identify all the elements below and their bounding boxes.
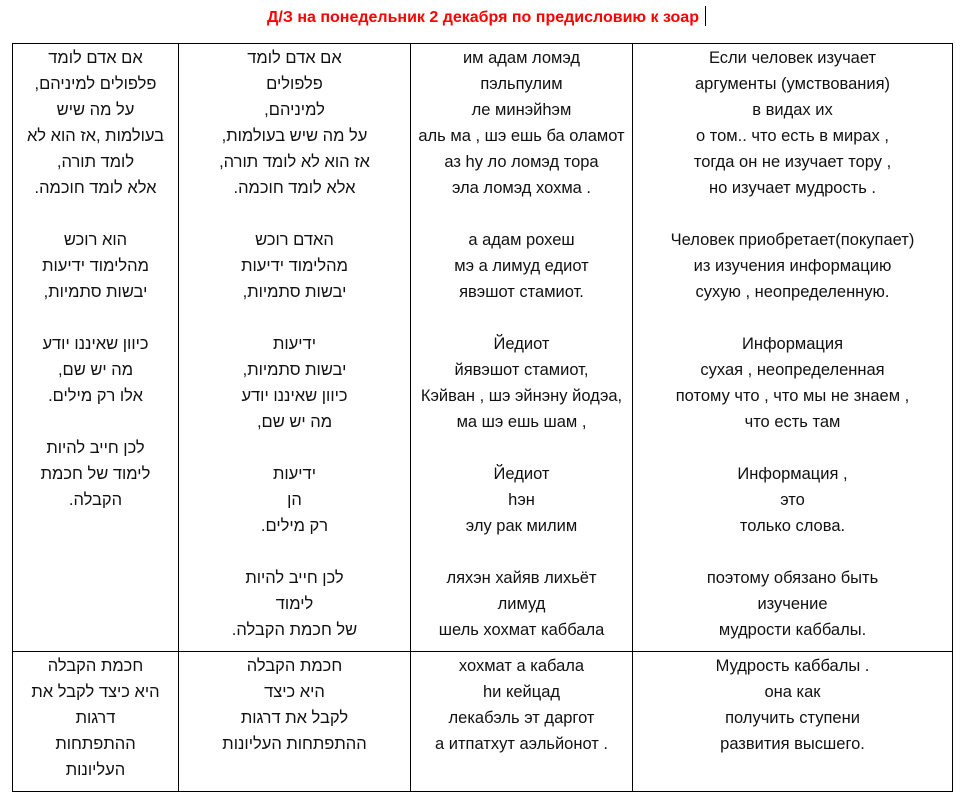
text-line: аз hу ло ломэд тора	[444, 153, 599, 171]
paragraph-gap	[637, 539, 948, 565]
text-line: поэтому обязано быть	[706, 569, 879, 587]
text-line: лимуд	[497, 595, 546, 613]
text-line: Информация	[741, 335, 844, 353]
text-line: מה יש שם,	[57, 361, 134, 379]
text-line: יבשות סתמיות,	[242, 283, 347, 301]
text-line: העליונות	[65, 761, 126, 779]
text-line: כיוון שאיננו יודע	[241, 387, 348, 405]
text-line: шель хохмат каббала	[438, 621, 605, 639]
paragraph-gap	[17, 201, 174, 227]
table-cell-hebrew-col-1[interactable]	[13, 652, 179, 792]
text-line: יבשות סתמיות,	[43, 283, 148, 301]
text-line: ляхэн хайяв лихьёт	[446, 569, 597, 587]
text-line: Информация ,	[737, 465, 848, 483]
paragraph-gap	[415, 539, 628, 565]
paragraph-gap	[17, 305, 174, 331]
text-line: הקבלה.	[68, 491, 123, 509]
text-line: о том.. что есть в мирах ,	[696, 127, 889, 145]
paragraph-gap	[637, 201, 948, 227]
text-line: אם אדם לומד	[247, 49, 342, 67]
text-line: של חכמת הקבלה.	[231, 621, 358, 639]
text-line: тогда он не изучает тору ,	[693, 153, 892, 171]
paragraph-gap	[183, 305, 406, 331]
paragraph-gap	[637, 305, 948, 331]
text-line: חכמת הקבלה	[246, 657, 343, 675]
text-line: ма шэ ешь шам ,	[456, 413, 587, 431]
text-line: лекабэль эт даргот	[448, 709, 595, 727]
text-line: но изучает мудрость .	[708, 179, 877, 197]
text-line: ההתפתחות	[55, 735, 136, 753]
text-line: Йедиот	[493, 335, 550, 353]
text-line: пэльпулим	[480, 75, 563, 93]
text-line: а адам рохеш	[468, 231, 575, 249]
table-cell-transliteration-col[interactable]	[411, 652, 633, 792]
text-line: Если человек изучает	[708, 49, 877, 67]
text-line: из изучения информацию	[693, 257, 892, 275]
page-title	[0, 6, 973, 29]
text-line: אם אדם לומד	[48, 49, 143, 67]
text-line: בעולמות ,אז הוא לא	[26, 127, 165, 145]
text-line: לימוד	[275, 595, 314, 613]
text-line: потому что , что мы не знаем ,	[675, 387, 910, 405]
text-line: דרגות	[75, 709, 116, 727]
paragraph-gap	[637, 435, 948, 461]
text-line: в видах их	[752, 101, 833, 119]
paragraph-gap	[183, 201, 406, 227]
table-cell-russian-col[interactable]	[633, 44, 953, 652]
text-line: сухая , неопределенная	[700, 361, 885, 379]
text-line: הן	[287, 491, 302, 509]
title-text: Д/З на понедельник 2 декабря по предисловию к зоар	[267, 9, 699, 26]
text-line: אז הוא לא לומד תורה,	[219, 153, 370, 171]
text-line: רק מילים.	[260, 517, 329, 535]
text-line: сухую , неопределенную.	[695, 283, 890, 301]
table-body	[13, 44, 953, 792]
paragraph-gap	[415, 435, 628, 461]
paragraph-gap	[17, 409, 174, 435]
text-line: חכמת הקבלה	[47, 657, 144, 675]
text-line: Человек приобретает(покупает)	[670, 231, 915, 249]
text-line: לימוד של חכמת	[40, 465, 151, 483]
text-line: על מה שיש בעולמות,	[221, 127, 368, 145]
text-line: פלפולים למיניהם,	[34, 75, 157, 93]
text-line: על מה שיש	[56, 101, 135, 119]
text-line: элу рак милим	[465, 517, 578, 535]
table-row	[13, 44, 953, 652]
text-line: למיניהם,	[264, 101, 325, 119]
text-line: а итпатхут аэльйонот .	[435, 735, 608, 753]
text-line: явэшот стамиот.	[459, 283, 584, 301]
text-line: Мудрость каббалы .	[715, 657, 870, 675]
table-cell-russian-col[interactable]	[633, 652, 953, 792]
text-line: ידיעות	[272, 465, 316, 483]
text-line: אלא לומד חוכמה.	[233, 179, 356, 197]
text-line: им адам ломэд	[462, 49, 581, 67]
text-line: מהלימוד ידיעות	[42, 257, 149, 275]
text-line: פלפולים	[266, 75, 323, 93]
text-line: это	[780, 491, 805, 509]
table-cell-hebrew-col-1[interactable]	[13, 44, 179, 652]
text-line: hэн	[508, 491, 535, 509]
text-line: ההתפתחות העליונות	[222, 735, 367, 753]
text-line: ידיעות	[272, 335, 316, 353]
text-line: היא כיצד לקבל את	[31, 683, 160, 701]
text-line: hи кейцад	[482, 683, 561, 701]
text-line: אלא לומד חוכמה.	[34, 179, 157, 197]
text-line: аль ма , шэ ешь ба оламот	[418, 127, 625, 145]
text-line: развития высшего.	[720, 735, 865, 753]
text-line: היא כיצד	[264, 683, 325, 701]
text-line: изучение	[757, 595, 828, 613]
text-line: מה יש שם,	[256, 413, 333, 431]
text-line: Йедиот	[493, 465, 550, 483]
text-line: הוא רוכש	[63, 231, 128, 249]
text-line: эла ломэд хохма .	[451, 179, 592, 197]
text-line: לכן חייב להיות	[46, 439, 145, 457]
text-line: только слова.	[739, 517, 846, 535]
table-cell-transliteration-col[interactable]	[411, 44, 633, 652]
text-line: האדם רוכש	[255, 231, 334, 249]
table-cell-hebrew-col-2[interactable]	[179, 652, 411, 792]
text-cursor	[705, 6, 706, 26]
text-line: כיוון שאיננו יודע	[42, 335, 149, 353]
text-line: לומד תורה,	[56, 153, 135, 171]
translation-table	[12, 43, 953, 792]
text-line: получить ступени	[725, 709, 860, 727]
text-line: Кэйван , шэ эйнэну йодэа,	[420, 387, 623, 405]
paragraph-gap	[415, 305, 628, 331]
text-line: мудрости каббалы.	[718, 621, 867, 639]
text-line: хохмат а кабала	[458, 657, 585, 675]
text-line: йявэшот стамиот,	[454, 361, 589, 379]
paragraph-gap	[183, 435, 406, 461]
paragraph-gap	[183, 539, 406, 565]
text-line: мэ а лимуд едиот	[454, 257, 589, 275]
text-line: לכן חייב להיות	[245, 569, 344, 587]
table-cell-hebrew-col-2[interactable]	[179, 44, 411, 652]
text-line: יבשות סתמיות,	[242, 361, 347, 379]
text-line: что есть там	[744, 413, 841, 431]
text-line: ле минэйhэм	[471, 101, 572, 119]
text-line: אלו רק מילים.	[48, 387, 143, 405]
text-line: מהלימוד ידיעות	[241, 257, 348, 275]
table-row	[13, 652, 953, 792]
text-line: она как	[764, 683, 821, 701]
paragraph-gap	[415, 201, 628, 227]
text-line: аргументы (умствования)	[694, 75, 891, 93]
text-line: לקבל את דרגות	[240, 709, 349, 727]
